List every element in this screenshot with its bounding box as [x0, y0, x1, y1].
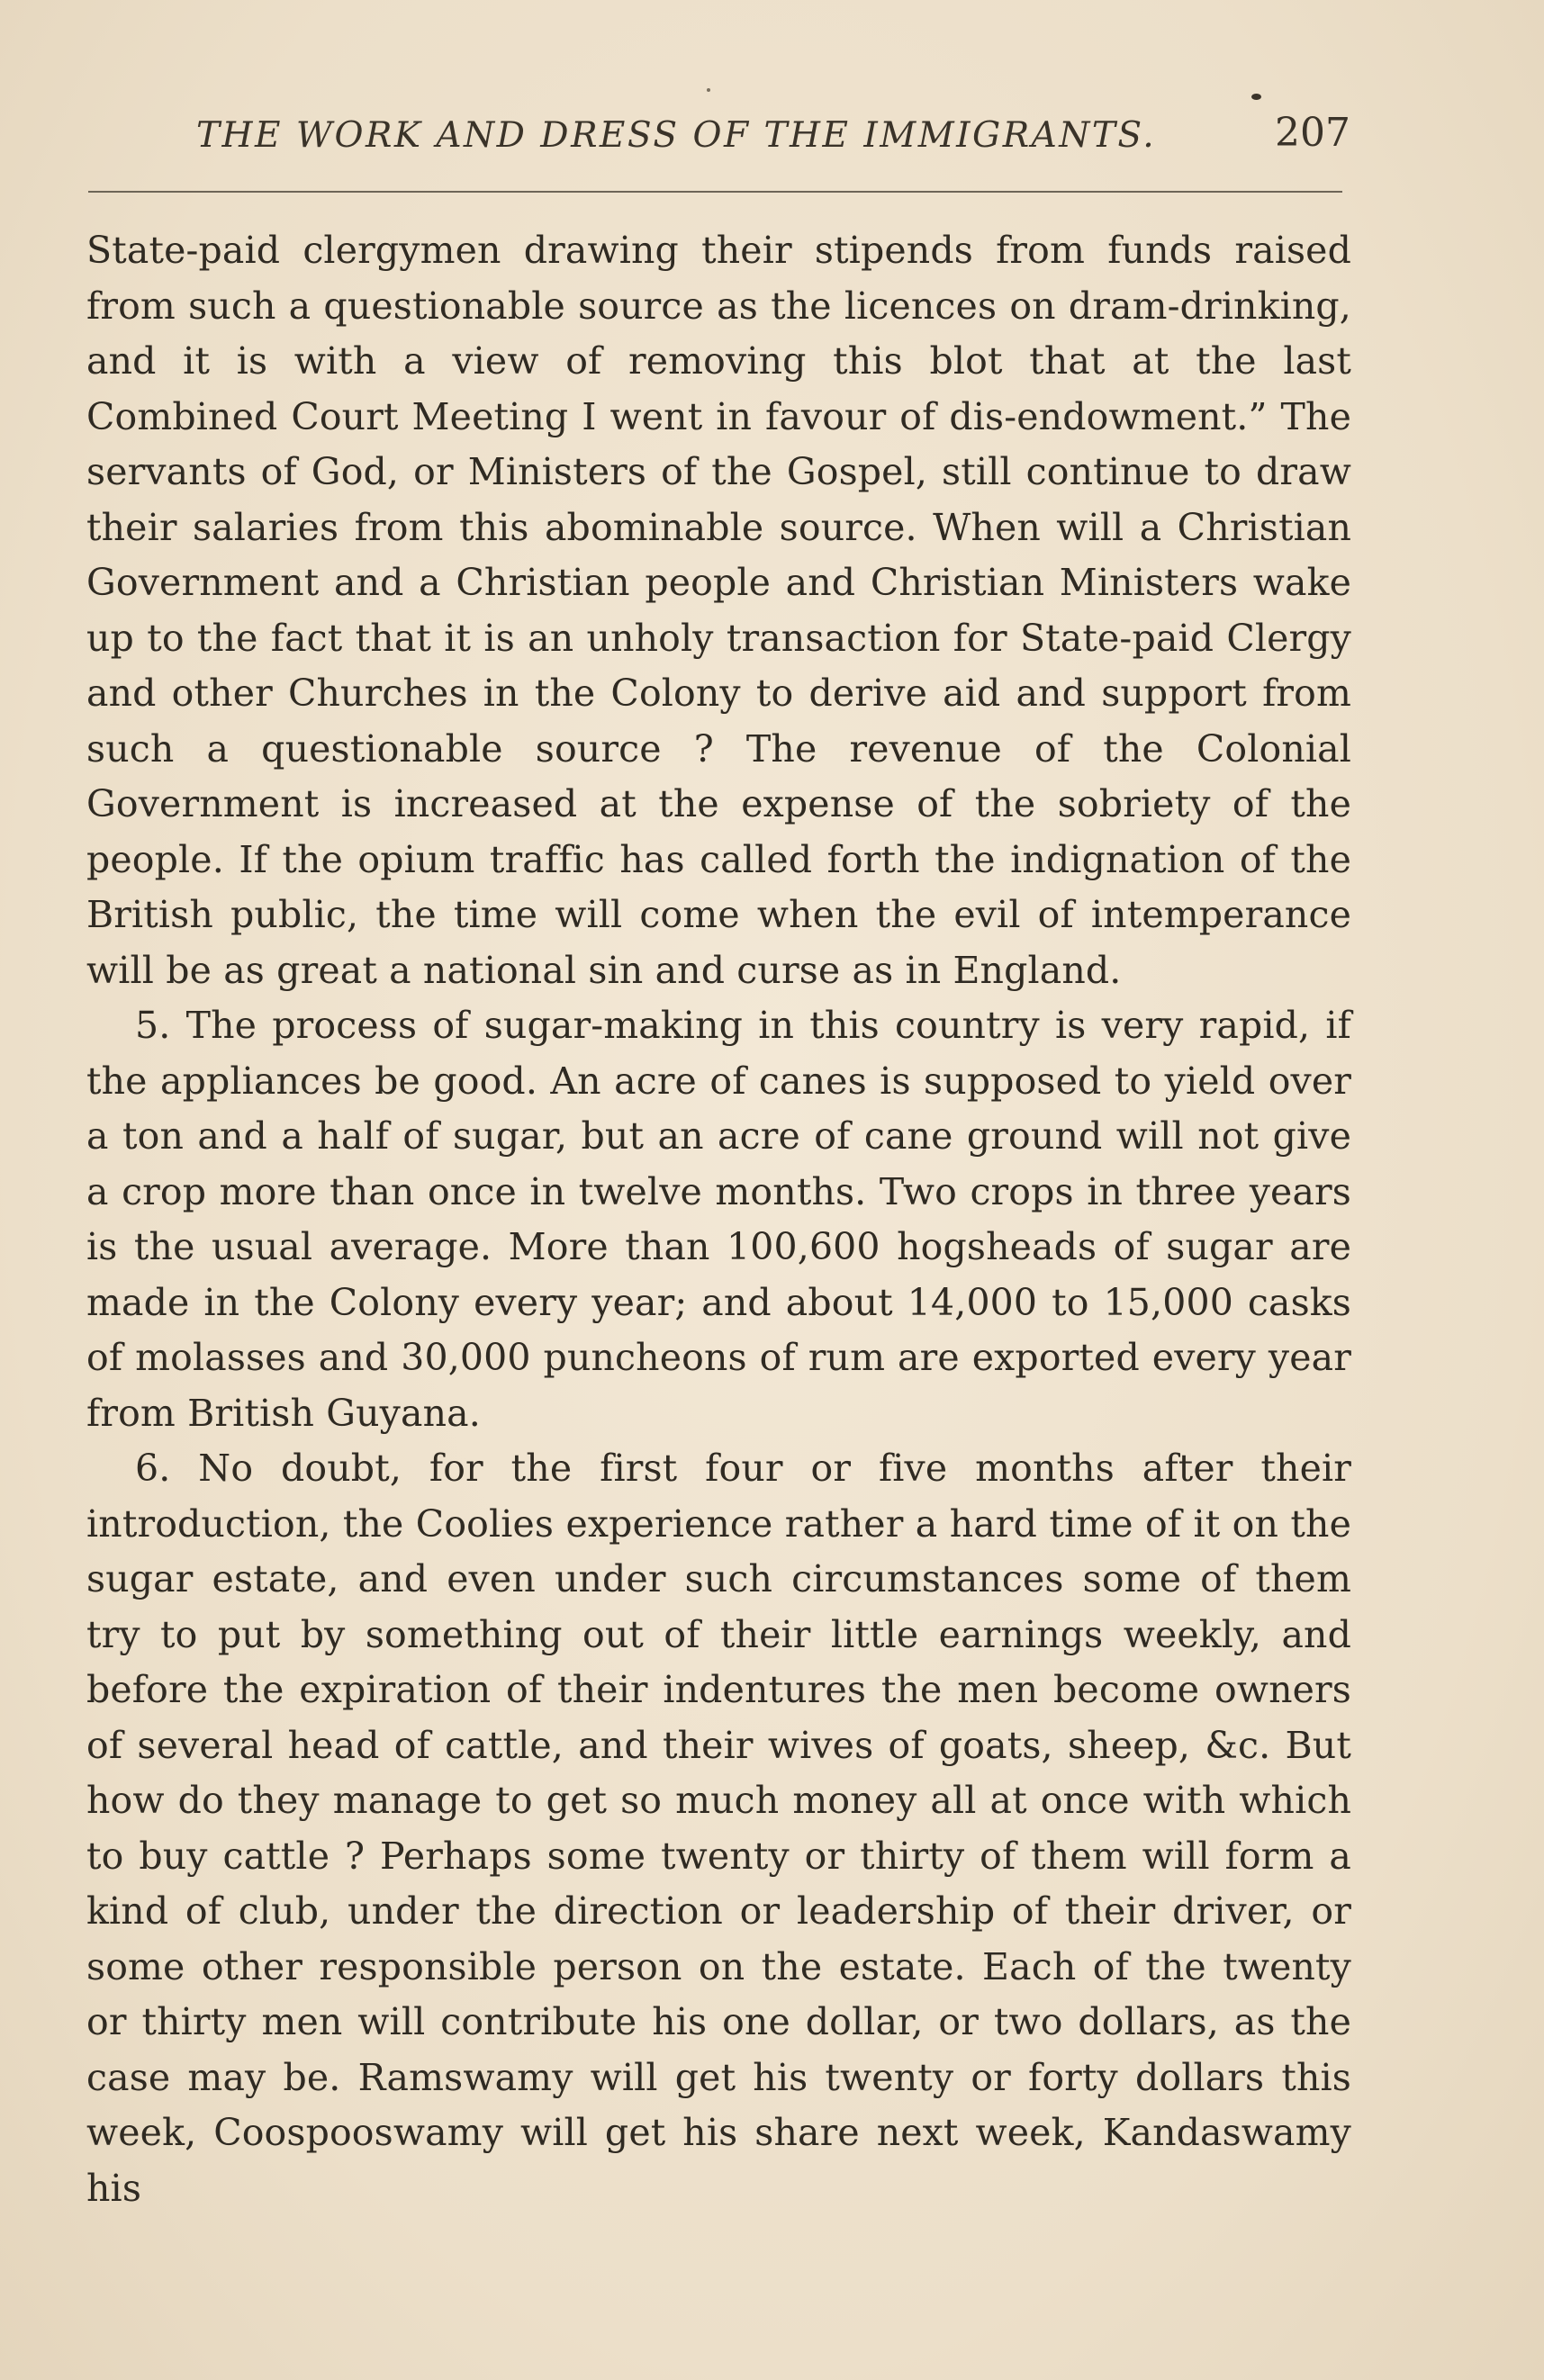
ink-speck — [1251, 94, 1261, 100]
paragraph-continued: State-paid clergymen drawing their stipends from funds raised from such a questionable source as the licences on dram-drinking, and it is with a view of removing this blot that at the last Combined Court Meeting I went in favour of dis-endowment.” The servants of God, or Ministers of the Gospel, still continue to draw their salaries from this abominable source. When will a Christian Government and a Christian people and Christian Ministers wake up to the fact that it is an unholy transaction for State-paid Clergy and other Churches in the Colony to derive aid and support from such a questionable source ? The revenue of the Colonial Government is increased at the expense of the sobriety of the people. If the opium traffic has called forth the indignation of the British public, the time will come when the evil of intemperance will be as great a national sin and curse as in England. — [86, 229, 1351, 992]
ink-speck — [707, 88, 710, 92]
paragraph-6: 6. No doubt, for the first four or five months after their introduction, the Coolies experience rather a hard time of it on the sugar estate, and even under such circumstances some of them try to put by something out of their little earnings weekly, and before the expiration of their indentures the men become owners of several head of cattle, and their wives of goats, sheep, &c. But how do they manage to get so much money all at once with which to buy cattle ? Perhaps some twenty or thirty of them will form a kind of club, under the direction or leadership of their driver, or some other responsible person on the estate. Each of the twenty or thirty men will contribute his one dollar, or two dollars, as the case may be. Ramswamy will get his twenty or forty dollars this week, Coospooswamy will get his share next week, Kandaswamy his — [86, 1447, 1351, 2210]
paragraph-5: 5. The process of sugar-making in this country is very rapid, if the appliances be good. An acre of canes is supposed to yield over a ton and a half of sugar, but an acre of cane ground will not give a crop more than once in twelve months. Two crops in three years is the usual average. More than 100,600 hogsheads of sugar are made in the Colony every year; and about 14,000 to 15,000 casks of molasses and 30,000 puncheons of rum are exported every year from British Guyana. — [86, 1004, 1351, 1435]
body-text — [86, 223, 1351, 2216]
header-rule — [88, 191, 1342, 193]
running-title: THE WORK AND DRESS OF THE IMMIGRANTS. — [196, 115, 1157, 156]
page-header — [88, 110, 1350, 169]
page-number: 207 — [1275, 110, 1350, 156]
